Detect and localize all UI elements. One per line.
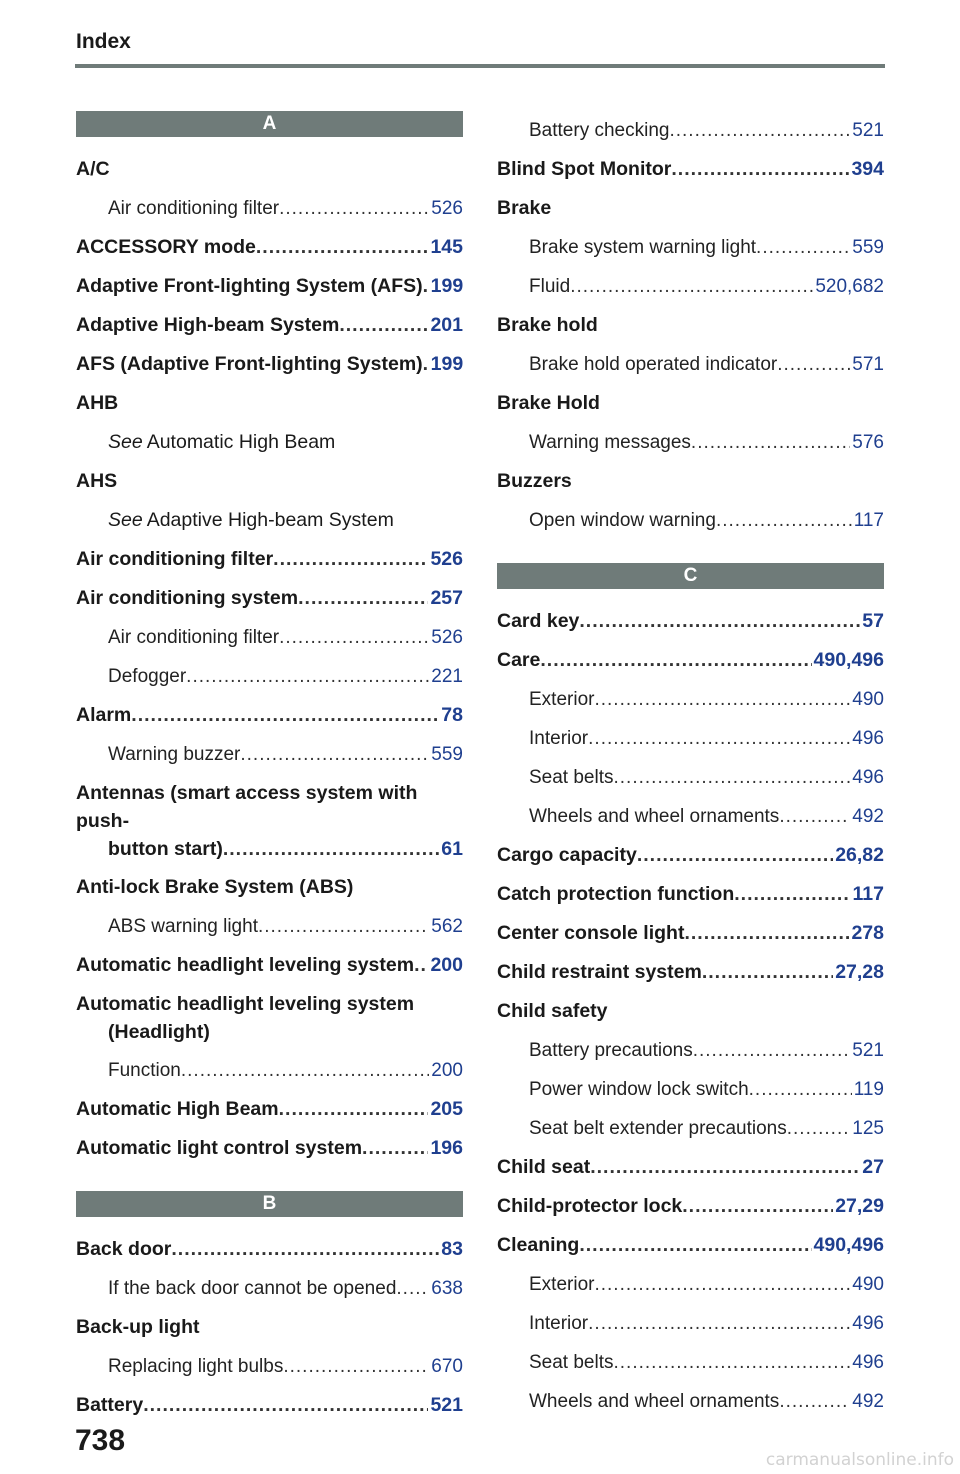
index-entry-line: [529, 423, 884, 462]
dot-leader: [279, 1090, 429, 1129]
dot-leader: [590, 1148, 860, 1187]
entry-label: Brake hold operated indicator: [529, 354, 778, 375]
index-subentry: [76, 618, 463, 657]
index-heading: A/C: [76, 158, 110, 180]
page-number: 738: [75, 1424, 126, 1457]
index-entry-line: [108, 1051, 463, 1090]
page-reference[interactable]: 496: [852, 1352, 884, 1373]
index-entry-line: [529, 1109, 884, 1148]
index-entry-line: [529, 228, 884, 267]
index-entry-line: [497, 1148, 884, 1187]
dot-leader: [570, 267, 813, 306]
page-reference[interactable]: 200: [431, 1060, 463, 1081]
entry-label: Blind Spot Monitor: [497, 158, 672, 180]
index-entry-line: [76, 1230, 463, 1269]
index-entry: [76, 540, 463, 579]
index-entry-line: [529, 719, 884, 758]
entry-label: Air conditioning system: [76, 587, 299, 609]
index-entry-line: [76, 1129, 463, 1168]
entry-label: Automatic High Beam: [76, 1098, 279, 1120]
dot-leader: [671, 150, 849, 189]
page-reference[interactable]: 490: [852, 689, 884, 710]
dot-leader: [273, 540, 428, 579]
index-subentry: [76, 1051, 463, 1090]
page-reference[interactable]: 119: [853, 1079, 884, 1100]
page-reference[interactable]: 61: [441, 838, 463, 860]
index-entry-line: [529, 1265, 884, 1304]
entry-label: Adaptive Front-lighting System (AFS): [76, 275, 423, 297]
page-reference[interactable]: 562: [431, 916, 463, 937]
page-reference[interactable]: 117: [852, 883, 884, 905]
entry-label: Air conditioning filter: [108, 627, 280, 648]
index-subentry: [497, 1304, 884, 1343]
page-reference[interactable]: 78: [441, 704, 463, 726]
heading-line2: (Headlight): [108, 1021, 210, 1043]
page-reference[interactable]: 257: [430, 587, 463, 609]
page-reference[interactable]: 492: [852, 806, 884, 827]
page-reference[interactable]: 394: [851, 158, 884, 180]
section-letter-bar: C: [497, 563, 884, 589]
index-entry-line: [497, 150, 884, 189]
index-entry-line: [76, 835, 463, 863]
index-entry-line: [108, 189, 463, 228]
index-entry-line: [108, 1269, 463, 1308]
page-reference[interactable]: 145: [430, 236, 463, 258]
index-entry: [497, 641, 884, 680]
index-heading: Brake Hold: [497, 392, 600, 414]
dot-leader: [777, 345, 850, 384]
index-column-right: [497, 111, 884, 1421]
page-reference[interactable]: 670: [431, 1356, 463, 1377]
index-subentry: [497, 345, 884, 384]
page-reference[interactable]: 221: [431, 666, 463, 687]
entry-label: Center console light: [497, 922, 685, 944]
dot-leader: [579, 1226, 811, 1265]
index-heading: Brake hold: [497, 314, 598, 336]
dot-leader: [787, 1109, 851, 1148]
index-see-reference: [76, 501, 463, 540]
see-target[interactable]: Automatic High Beam: [146, 431, 336, 453]
entry-label: Child seat: [497, 1156, 591, 1178]
index-heading: AHB: [76, 392, 119, 414]
watermark: carmanualsonline.info: [765, 1450, 954, 1470]
entry-label: Cleaning: [497, 1234, 580, 1256]
entry-label: Care: [497, 649, 541, 671]
dot-leader: [186, 657, 429, 696]
index-subentry: [76, 657, 463, 696]
entry-label: Battery precautions: [529, 1040, 693, 1061]
index-entry-line: [497, 602, 884, 641]
index-entry-line: [108, 618, 463, 657]
index-entry-line: [76, 579, 463, 618]
index-entry-line: [497, 641, 884, 680]
index-subentry: [76, 735, 463, 774]
dot-leader: [716, 501, 852, 540]
page-reference[interactable]: 526: [431, 198, 463, 219]
dot-leader: [756, 228, 850, 267]
dot-leader: [339, 306, 428, 345]
page-reference[interactable]: 496: [852, 1313, 884, 1334]
entry-label: Cargo capacity: [497, 844, 637, 866]
entry-label: Function: [108, 1060, 181, 1081]
dot-leader: [588, 1304, 850, 1343]
index-entry-line: [76, 696, 463, 735]
dot-leader: [143, 1386, 428, 1425]
index-entry-wrapped: [76, 774, 463, 868]
entry-label: Catch protection function: [497, 883, 735, 905]
index-entry-line: [529, 111, 884, 150]
entry-label: AFS (Adaptive Front-lighting System): [76, 353, 423, 375]
page-reference[interactable]: 57: [862, 610, 884, 632]
entry-label: Wheels and wheel ornaments: [529, 1391, 780, 1412]
index-entry-line: [497, 1187, 884, 1226]
entry-label: Warning buzzer: [108, 744, 241, 765]
index-subentry: [497, 758, 884, 797]
index-subentry: [76, 189, 463, 228]
page-reference[interactable]: 26,82: [835, 844, 884, 866]
index-entry-line: [497, 953, 884, 992]
dot-leader: [702, 953, 833, 992]
page-reference[interactable]: 199: [430, 353, 464, 375]
dot-leader: [256, 228, 429, 267]
entry-label: ABS warning light: [108, 916, 258, 937]
index-subentry: [497, 501, 884, 540]
page-reference[interactable]: 521: [852, 120, 884, 141]
dot-leader: [240, 735, 429, 774]
index-subentry: [497, 719, 884, 758]
page-reference[interactable]: 496: [852, 767, 884, 788]
page-reference[interactable]: 526: [430, 548, 463, 570]
entry-label: Adaptive High-beam System: [76, 314, 340, 336]
page-reference[interactable]: 521: [430, 1394, 463, 1416]
page-reference[interactable]: 520,682: [815, 276, 884, 297]
page-reference[interactable]: 490: [852, 1274, 884, 1295]
index-entry-line: [529, 680, 884, 719]
index-entry-line: [529, 758, 884, 797]
entry-label: Defogger: [108, 666, 187, 687]
entry-label: Child restraint system: [497, 961, 702, 983]
entry-label: Back door: [76, 1238, 172, 1260]
index-entry: [76, 1230, 463, 1269]
dot-leader: [258, 907, 429, 946]
page-reference[interactable]: 576: [852, 432, 884, 453]
index-entry-line: [497, 1226, 884, 1265]
page-reference[interactable]: 559: [431, 744, 463, 765]
dot-leader: [181, 1051, 429, 1090]
index-heading: Child safety: [497, 1000, 608, 1022]
page-reference[interactable]: 199: [430, 275, 464, 297]
entry-label: Card key: [497, 610, 580, 632]
page-reference[interactable]: 496: [852, 728, 884, 749]
index-subentry: [497, 1070, 884, 1109]
dot-leader: [614, 758, 851, 797]
entry-label: Air conditioning filter: [108, 198, 280, 219]
entry-label: Battery: [76, 1394, 144, 1416]
dot-leader: [279, 189, 429, 228]
index-entry: [497, 1148, 884, 1187]
entry-label: Seat belts: [529, 1352, 614, 1373]
header-rule: [75, 64, 885, 68]
index-entry: [76, 1090, 463, 1129]
dot-leader: [298, 579, 428, 618]
see-label: See: [108, 509, 143, 531]
index-entry-line: [76, 306, 463, 345]
entry-label: Warning messages: [529, 432, 691, 453]
index-entry-line: [529, 1070, 884, 1109]
entry-label: Open window warning: [529, 510, 716, 531]
entry-label: Replacing light bulbs: [108, 1356, 284, 1377]
index-entry: [76, 267, 463, 306]
page-reference[interactable]: 201: [430, 314, 463, 336]
dot-leader: [734, 875, 850, 914]
section-letter-bar: B: [76, 1191, 463, 1217]
index-entry: [497, 914, 884, 953]
page-reference[interactable]: 83: [441, 1238, 463, 1260]
entry-label: Seat belt extender precautions: [529, 1118, 787, 1139]
index-entry-line: [529, 267, 884, 306]
index-entry: [76, 696, 463, 735]
page-reference[interactable]: 490,496: [813, 649, 884, 671]
page-reference[interactable]: 490,496: [813, 1234, 884, 1256]
entry-label: Brake system warning light: [529, 237, 757, 258]
index-subentry: [497, 1382, 884, 1421]
index-entry-line: [76, 228, 463, 267]
entry-label: Seat belts: [529, 767, 614, 788]
dot-leader: [669, 111, 850, 150]
index-entry-line: [529, 1304, 884, 1343]
entry-label-line1: Antennas (smart access system with push-: [76, 782, 418, 832]
heading-line1: Automatic headlight leveling system: [76, 993, 415, 1015]
entry-label: Alarm: [76, 704, 132, 726]
page-reference[interactable]: 200: [430, 954, 463, 976]
see-label: See: [108, 431, 143, 453]
index-subentry: [497, 797, 884, 836]
entry-label: Automatic light control system: [76, 1137, 363, 1159]
page-reference[interactable]: 526: [431, 627, 463, 648]
index-column-left: [76, 111, 463, 1425]
page-reference[interactable]: 196: [430, 1137, 463, 1159]
index-entry-line: [529, 1031, 884, 1070]
entry-label: Interior: [529, 728, 589, 749]
index-entry-line: [76, 1090, 463, 1129]
dot-leader: [279, 618, 429, 657]
index-entry: [76, 1386, 463, 1425]
index-subentry: [497, 111, 884, 150]
index-entry: [76, 345, 463, 384]
dot-leader: [540, 641, 811, 680]
index-entry-line: [497, 875, 884, 914]
index-subentry: [497, 267, 884, 306]
entry-label: button start): [108, 838, 223, 860]
index-entry-line: [76, 1386, 463, 1425]
index-heading: Back-up light: [76, 1316, 200, 1338]
index-entry: [76, 946, 463, 985]
index-entry-line: [497, 914, 884, 953]
dot-leader: [362, 1129, 428, 1168]
entry-label: Exterior: [529, 689, 595, 710]
index-entry: [497, 875, 884, 914]
index-heading-wrapped: [76, 985, 463, 1051]
dot-leader: [779, 1382, 850, 1421]
entry-label: Air conditioning filter: [76, 548, 274, 570]
entry-label: If the back door cannot be opened: [108, 1278, 397, 1299]
page-reference[interactable]: 205: [430, 1098, 463, 1120]
index-entry-line: [108, 1347, 463, 1386]
index-heading: Brake: [497, 197, 552, 219]
index-entry-line: [76, 540, 463, 579]
section-spacer: [497, 540, 884, 563]
page-reference[interactable]: 521: [852, 1040, 884, 1061]
index-subentry: [76, 1269, 463, 1308]
index-entry-line: [497, 836, 884, 875]
index-entry: [76, 306, 463, 345]
dot-leader: [682, 1187, 833, 1226]
index-entry-line: [529, 345, 884, 384]
index-entry-line: [529, 501, 884, 540]
dot-leader: [223, 835, 439, 863]
page-header-title: Index: [76, 30, 131, 53]
index-entry: [76, 579, 463, 618]
dot-leader: [396, 1269, 429, 1308]
index-heading: Buzzers: [497, 470, 572, 492]
index-entry-line: [76, 267, 463, 306]
dot-leader: [684, 914, 849, 953]
index-entry: [497, 836, 884, 875]
page-reference[interactable]: 125: [852, 1118, 884, 1139]
dot-leader: [749, 1070, 852, 1109]
index-subentry: [497, 228, 884, 267]
section-spacer: [76, 1168, 463, 1191]
see-target[interactable]: Adaptive High-beam System: [146, 509, 394, 531]
index-entry-line: [108, 735, 463, 774]
page-reference[interactable]: 559: [852, 237, 884, 258]
dot-leader: [171, 1230, 439, 1269]
index-subentry: [76, 1347, 463, 1386]
dot-leader: [131, 696, 439, 735]
index-entry-line: [529, 1382, 884, 1421]
page-reference[interactable]: 27,28: [835, 961, 884, 983]
index-subentry: [497, 1031, 884, 1070]
index-subentry: [497, 423, 884, 462]
entry-label: Exterior: [529, 1274, 595, 1295]
page-reference[interactable]: 492: [852, 1391, 884, 1412]
index-entry: [497, 602, 884, 641]
index-entry: [76, 1129, 463, 1168]
dot-leader: [594, 1265, 850, 1304]
index-entry: [497, 953, 884, 992]
index-subentry: [497, 1343, 884, 1382]
index-entry-line: [529, 1343, 884, 1382]
dot-leader: [283, 1347, 429, 1386]
dot-leader: [588, 719, 850, 758]
entry-label: Battery checking: [529, 120, 670, 141]
index-entry-line: [76, 946, 463, 985]
page-reference[interactable]: 638: [431, 1278, 463, 1299]
index-see-reference: [76, 423, 463, 462]
page-reference[interactable]: 27,29: [835, 1195, 884, 1217]
page-reference[interactable]: 117: [853, 510, 884, 531]
index-entry: [497, 1187, 884, 1226]
dot-leader: [414, 946, 428, 985]
index-heading: Anti-lock Brake System (ABS): [76, 876, 354, 898]
index-subentry: [497, 1265, 884, 1304]
entry-label: Interior: [529, 1313, 589, 1334]
index-entry: [497, 1226, 884, 1265]
dot-leader: [614, 1343, 851, 1382]
index-entry-line: [108, 657, 463, 696]
entry-label: Power window lock switch: [529, 1079, 749, 1100]
entry-label: Wheels and wheel ornaments: [529, 806, 780, 827]
dot-leader: [693, 1031, 851, 1070]
entry-label: Automatic headlight leveling system: [76, 954, 415, 976]
entry-label: ACCESSORY mode: [76, 236, 256, 258]
dot-leader: [594, 680, 850, 719]
entry-label: Child-protector lock: [497, 1195, 683, 1217]
index-entry: [497, 150, 884, 189]
index-entry-line: [76, 345, 463, 384]
dot-leader: [579, 602, 860, 641]
index-subentry: [497, 680, 884, 719]
dot-leader: [637, 836, 833, 875]
index-entry: [76, 228, 463, 267]
entry-label: Fluid: [529, 276, 571, 297]
section-letter-bar: A: [76, 111, 463, 137]
dot-leader: [779, 797, 850, 836]
index-subentry: [497, 1109, 884, 1148]
page-reference[interactable]: 27: [862, 1156, 884, 1178]
index-entry-line: [108, 907, 463, 946]
dot-leader: [691, 423, 850, 462]
index-subentry: [76, 907, 463, 946]
index-heading: AHS: [76, 470, 118, 492]
index-entry-line: [529, 797, 884, 836]
page-reference[interactable]: 278: [851, 922, 884, 944]
page-reference[interactable]: 571: [852, 354, 884, 375]
